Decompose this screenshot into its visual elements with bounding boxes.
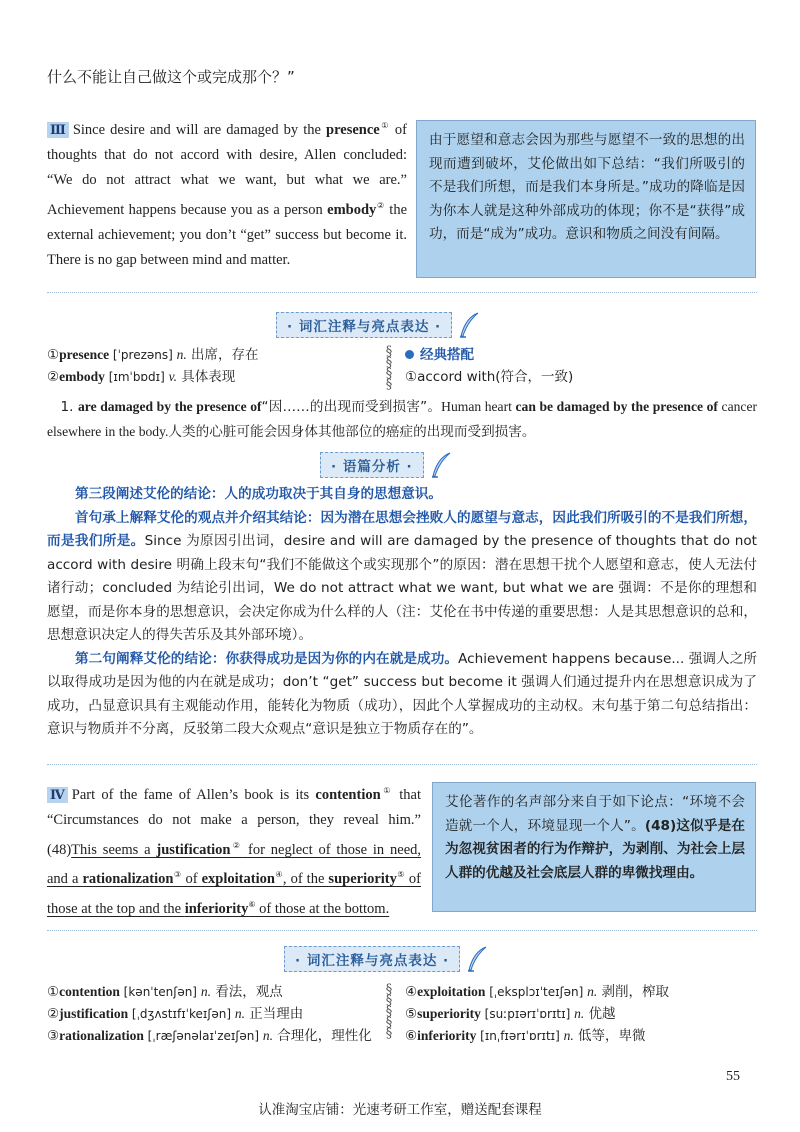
- vocab-word: contention: [315, 786, 381, 803]
- example-sentence: 1. are damaged by the presence of“因……的出现而受到损害”。Human heart can be damaged by the presence of cancer elsewhere in the body.人类的心脏可能会因身体其他部位的癌症的出现而受到损害。: [47, 399, 758, 440]
- divider: [47, 930, 757, 931]
- analysis-paragraph-2: 第二句阐释艾伦的结论：你获得成功是因为你的内在就是成功。Achievement happens because... 强调人之所以取得成功是因为他的内在就是成功；don’t “get” success but become it 强调人们通过提升内在思想意识成为了成功，凸显意识具有主观能动作用，能转化为物质（成功），因此个人掌握成功的主动权。末句基于第二句总结指出：意识与物质并不分离，反驳第二段大众观点“意识是独立于物质存在的”。: [47, 650, 758, 737]
- paragraph-3-english: Ⅲ Since desire and will are damaged by the presence① of thoughts that do not accord with desire, Allen concluded: “We do not attract what we want, but what we are.” Achievement happens because you as a person embody② the external achievement; you don’t “get” success but become it. There is no gap between mind and matter.: [47, 121, 408, 268]
- analysis-paragraph-1: 首句承上解释艾伦的观点并介绍其结论：因为潜在思想会挫败人的愿望与意志，因此我们所吸引的不是我们所想，而是我们所是。Since 为原因引出词，desire and will are damaged by the presence of thoughts that do not accord with desire 明确上段末句“我们不能做这个或实现那个”的原因：潜在思想干扰个人愿望和意志，使人无法付诸行动；concluded 为结论引出词，We do not attract what we want, but what we are 强调：不是你的理想和愿望，而是你本身的思想意识，会决定你成为什么样的人（注：艾伦在书中传递的重要思想：人是其思想意识的总和，思想意识决定人的得失苦乐及其外部环境）。: [47, 509, 758, 643]
- quill-pen-icon: [430, 452, 452, 478]
- divider: [47, 292, 757, 293]
- footer-watermark: 认准淘宝店铺：光速考研工作室，赠送配套课程: [258, 1102, 542, 1118]
- wavy-divider: § § § §: [385, 344, 393, 392]
- vocab-list-2-right: [405, 981, 755, 1047]
- vocab-entry: ⑥inferiority [ɪnˌfɪərɪˈɒrɪtɪ] n. 低等，卑微: [405, 1028, 646, 1044]
- wavy-divider: § § § § §: [385, 982, 393, 1041]
- vocab-entry: ②embody [ɪmˈbɒdɪ] v. 具体表现: [47, 369, 236, 385]
- vocab-word: presence: [326, 121, 380, 138]
- paragraph-number: Ⅳ: [47, 787, 68, 803]
- paragraph-4-translation-box: 艾伦著作的名声部分来自于如下论点：“环境不会造就一个人，环境显现一个人”。(48)这似乎是在为忽视贫困者的行为作辩护，为剥削、为社会上层人群的优越及社会底层人群的卑微找理由。: [432, 782, 756, 912]
- vocab-list-2-left: [47, 981, 377, 1047]
- vocab-entry: ①contention [kənˈtenʃən] n. 看法，观点: [47, 984, 283, 1000]
- paragraph-3-translation-box: 由于愿望和意志会因为那些与愿望不一致的思想的出现而遭到破坏，艾伦做出如下总结：“我们所吸引的不是我们所想，而是我们本身所是。”成功的降临是因为你本人就是这种外部成功的体现；你不是“获得”成功，而是“成为”成功。意识和物质之间没有间隔。: [416, 120, 756, 278]
- discourse-banner: · 语篇分析 ·: [320, 452, 452, 478]
- analysis-text: [47, 483, 757, 742]
- vocab-entry: ①presence [ˈprezəns] n. 出席，存在: [47, 347, 259, 363]
- vocab-word: embody: [327, 201, 377, 218]
- quill-pen-icon: [458, 312, 480, 338]
- analysis-heading: 第三段阐述艾伦的结论：人的成功取决于其自身的思想意识。: [75, 486, 443, 502]
- vocab-banner: · 词汇注释与亮点表达 ·: [284, 946, 488, 972]
- vocab-entry: ③rationalization [ˌræʃənəlaɪˈzeɪʃən] n. 合理化，理性化: [47, 1028, 372, 1044]
- page-number: 55: [726, 1069, 740, 1084]
- continued-translation-line: 什么不能让自己做这个或完成那个？”: [47, 68, 295, 86]
- vocab-entry: ⑤superiority [suːpɪərɪˈɒrɪtɪ] n. 优越: [405, 1006, 616, 1022]
- vocab-entry: ④exploitation [ˌeksplɔɪˈteɪʃən] n. 剥削，榨取: [405, 984, 670, 1000]
- divider: [47, 764, 757, 765]
- vocab-banner: · 词汇注释与亮点表达 ·: [276, 312, 480, 338]
- bullet-icon: [405, 350, 414, 359]
- paragraph-number: Ⅲ: [47, 122, 69, 138]
- vocab-entry: ②justification [ˌdʒʌstɪfɪˈkeɪʃən] n. 正当理由: [47, 1006, 304, 1022]
- paragraph-4-english: Ⅳ Part of the fame of Allen’s book is its contention① that “Circumstances do not make a person, they reveal him.” (48)This seems a justification② for neglect of those in need, and a rationalization③ of exploitation④, of the superiority⑤ of those at the top and the inferiority⑥ of those at the bottom.: [47, 786, 422, 918]
- collocation-block: 经典搭配 ①accord with(符合，一致): [405, 347, 574, 385]
- vocab-list-1: [47, 344, 377, 388]
- underlined-sentence-48: This seems a justification② for neglect of those in need, and a rationalization③ of exploitation④, of the superiority⑤ of those at the top and the inferiority⑥ of those at the bottom.: [47, 840, 422, 918]
- quill-pen-icon: [466, 946, 488, 972]
